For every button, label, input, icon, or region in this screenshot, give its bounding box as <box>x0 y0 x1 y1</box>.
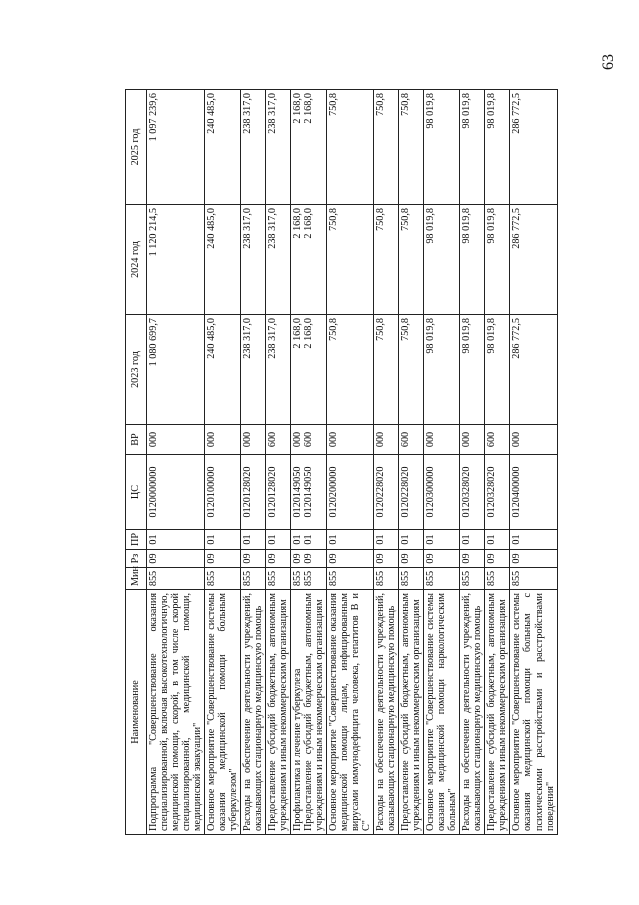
row-name: Основное мероприятие "Совершенствование системы оказания медицинской помощи наркологическим больным" <box>424 590 460 835</box>
cell-value: 855 <box>292 570 304 587</box>
row-name: Расходы на обеспечение деятельности учреждений, оказывающих стационарную медицинскую помощь <box>241 590 266 835</box>
header-2023: 2023 год <box>126 315 147 425</box>
cell-2025: 286 772,5 <box>510 90 557 205</box>
cell-cs: 0120400000 <box>510 455 557 530</box>
cell-value: 09 <box>303 553 315 564</box>
cell-value: 0120149050 <box>292 466 304 518</box>
cell-2024: 238 317,0 <box>266 205 291 315</box>
cell-2024 <box>291 205 327 315</box>
table-row <box>424 90 460 835</box>
cell-value: 01 <box>303 534 315 545</box>
header-2024: 2024 год <box>126 205 147 315</box>
cell-2024: 286 772,5 <box>510 205 557 315</box>
cell-pr: 01 <box>205 530 241 550</box>
cell-cs: 0120228020 <box>399 455 424 530</box>
cell-2023: 750,8 <box>399 315 424 425</box>
cell-rz: 09 <box>485 550 510 568</box>
cell-rz: 09 <box>424 550 460 568</box>
row-name: Расходы на обеспечение деятельности учреждений, оказывающих стационарную медицинскую помощь <box>460 590 485 835</box>
cell-vr: 600 <box>485 425 510 455</box>
cell-vr: 600 <box>266 425 291 455</box>
cell-value: 2 168,0 <box>303 208 315 239</box>
cell-min: 855 <box>266 568 291 590</box>
cell-pr: 01 <box>460 530 485 550</box>
cell-2023: 98 019,8 <box>460 315 485 425</box>
cell-2023: 750,8 <box>327 315 374 425</box>
row-name <box>291 590 327 835</box>
cell-pr: 01 <box>266 530 291 550</box>
cell-pr: 01 <box>399 530 424 550</box>
row-name-line: Предоставление субсидий бюджетным, автономным учреждениям и иным некоммерческим организациям <box>303 593 326 831</box>
cell-rz <box>291 550 327 568</box>
cell-pr: 01 <box>424 530 460 550</box>
table-row <box>205 90 241 835</box>
row-name: Предоставление субсидий бюджетным, автономным учреждениям и иным некоммерческим организациям <box>485 590 510 835</box>
row-name-line: Профилактика и лечение туберкулеза <box>292 668 304 831</box>
cell-value: 2 168,0 <box>292 318 304 349</box>
cell-2024: 1 120 214,5 <box>147 205 205 315</box>
cell-cs: 0120228020 <box>374 455 399 530</box>
header-cs: ЦС <box>126 455 147 530</box>
table-row <box>241 90 266 835</box>
cell-pr: 01 <box>485 530 510 550</box>
header-min: Мин <box>126 568 147 590</box>
cell-2024: 238 317,0 <box>241 205 266 315</box>
cell-rz: 09 <box>205 550 241 568</box>
table-row <box>460 90 485 835</box>
cell-rz: 09 <box>266 550 291 568</box>
cell-2023 <box>291 315 327 425</box>
cell-cs: 0120200000 <box>327 455 374 530</box>
cell-2023: 98 019,8 <box>424 315 460 425</box>
cell-2024: 98 019,8 <box>485 205 510 315</box>
row-name: Основное мероприятие "Совершенствование системы оказания медицинской помощи больным с психическими расстройствами и расстройствами поведения" <box>510 590 557 835</box>
cell-rz: 09 <box>241 550 266 568</box>
cell-min: 855 <box>510 568 557 590</box>
cell-2025: 98 019,8 <box>485 90 510 205</box>
cell-2024: 98 019,8 <box>424 205 460 315</box>
cell-rz: 09 <box>374 550 399 568</box>
table-row <box>510 90 557 835</box>
cell-min: 855 <box>485 568 510 590</box>
row-name: Подпрограмма "Совершенствование оказания специализированной, включая высокотехнологичную, медицинской помощи, скорой, в том числе скорой специализированной, медицинской помощи, медицинской эвакуации" <box>147 590 205 835</box>
cell-min: 855 <box>424 568 460 590</box>
cell-pr: 01 <box>241 530 266 550</box>
cell-2025: 238 317,0 <box>266 90 291 205</box>
cell-min: 855 <box>399 568 424 590</box>
budget-table-sheet <box>125 90 625 835</box>
cell-2025: 750,8 <box>374 90 399 205</box>
cell-value: 01 <box>292 534 304 545</box>
header-rz: Рз <box>126 550 147 568</box>
cell-pr: 01 <box>374 530 399 550</box>
cell-2025: 240 485,0 <box>205 90 241 205</box>
cell-min: 855 <box>147 568 205 590</box>
cell-2023: 240 485,0 <box>205 315 241 425</box>
budget-table <box>125 89 558 835</box>
cell-cs <box>291 455 327 530</box>
cell-cs: 0120328020 <box>485 455 510 530</box>
page-number: 63 <box>600 54 617 70</box>
cell-2024: 98 019,8 <box>460 205 485 315</box>
cell-2024: 750,8 <box>399 205 424 315</box>
header-2025: 2025 год <box>126 90 147 205</box>
row-name: Предоставление субсидий бюджетным, автономным учреждениям и иным некоммерческим организациям <box>266 590 291 835</box>
cell-vr: 000 <box>241 425 266 455</box>
cell-value: 000 <box>292 431 304 448</box>
cell-2024: 750,8 <box>327 205 374 315</box>
cell-2023: 286 772,5 <box>510 315 557 425</box>
row-name: Предоставление субсидий бюджетным, автономным учреждениям и иным некоммерческим организациям <box>399 590 424 835</box>
cell-2025: 1 097 239,6 <box>147 90 205 205</box>
cell-cs: 0120128020 <box>241 455 266 530</box>
cell-min: 855 <box>241 568 266 590</box>
cell-vr: 000 <box>374 425 399 455</box>
cell-2024: 750,8 <box>374 205 399 315</box>
cell-min: 855 <box>327 568 374 590</box>
cell-cs: 0120300000 <box>424 455 460 530</box>
cell-value: 2 168,0 <box>292 208 304 239</box>
cell-rz: 09 <box>460 550 485 568</box>
cell-pr <box>291 530 327 550</box>
cell-cs: 0120100000 <box>205 455 241 530</box>
row-name: Основное мероприятие "Совершенствование оказания медицинской помощи лицам, инфицированным вирусами иммунодефицита человека, гепатитов В и С" <box>327 590 374 835</box>
cell-value: 0120149050 <box>303 466 315 518</box>
cell-pr: 01 <box>327 530 374 550</box>
cell-value: 2 168,0 <box>292 93 304 124</box>
cell-vr: 000 <box>327 425 374 455</box>
cell-cs: 0120000000 <box>147 455 205 530</box>
table-row <box>485 90 510 835</box>
cell-vr: 600 <box>399 425 424 455</box>
cell-2024: 240 485,0 <box>205 205 241 315</box>
table-header-row <box>126 90 147 835</box>
cell-pr: 01 <box>147 530 205 550</box>
table-row <box>399 90 424 835</box>
cell-cs: 0120128020 <box>266 455 291 530</box>
cell-2025: 98 019,8 <box>424 90 460 205</box>
cell-vr: 000 <box>147 425 205 455</box>
cell-vr: 000 <box>205 425 241 455</box>
table-row <box>147 90 205 835</box>
cell-value: 600 <box>303 431 315 448</box>
table-row <box>291 90 327 835</box>
header-vr: ВР <box>126 425 147 455</box>
cell-value: 855 <box>303 570 315 587</box>
cell-2025 <box>291 90 327 205</box>
header-pr: ПР <box>126 530 147 550</box>
cell-min: 855 <box>460 568 485 590</box>
header-name: Наименование <box>126 590 147 835</box>
cell-2025: 98 019,8 <box>460 90 485 205</box>
cell-pr: 01 <box>510 530 557 550</box>
cell-2023: 98 019,8 <box>485 315 510 425</box>
cell-2023: 1 080 699,7 <box>147 315 205 425</box>
cell-min: 855 <box>205 568 241 590</box>
cell-rz: 09 <box>327 550 374 568</box>
cell-vr: 000 <box>460 425 485 455</box>
cell-rz: 09 <box>147 550 205 568</box>
cell-2023: 238 317,0 <box>266 315 291 425</box>
table-row <box>266 90 291 835</box>
cell-value: 2 168,0 <box>303 93 315 124</box>
cell-vr <box>291 425 327 455</box>
cell-vr: 000 <box>510 425 557 455</box>
cell-2025: 238 317,0 <box>241 90 266 205</box>
table-row <box>327 90 374 835</box>
cell-2023: 238 317,0 <box>241 315 266 425</box>
cell-min: 855 <box>374 568 399 590</box>
cell-2025: 750,8 <box>399 90 424 205</box>
cell-cs: 0120328020 <box>460 455 485 530</box>
cell-2025: 750,8 <box>327 90 374 205</box>
cell-min <box>291 568 327 590</box>
row-name: Расходы на обеспечение деятельности учреждений, оказывающих стационарную медицинскую помощь <box>374 590 399 835</box>
cell-value: 09 <box>292 553 304 564</box>
cell-vr: 000 <box>424 425 460 455</box>
cell-2023: 750,8 <box>374 315 399 425</box>
cell-value: 2 168,0 <box>303 318 315 349</box>
table-row <box>374 90 399 835</box>
row-name: Основное мероприятие "Совершенствование системы оказания медицинской помощи больным туберкулезом" <box>205 590 241 835</box>
cell-rz: 09 <box>399 550 424 568</box>
cell-rz: 09 <box>510 550 557 568</box>
